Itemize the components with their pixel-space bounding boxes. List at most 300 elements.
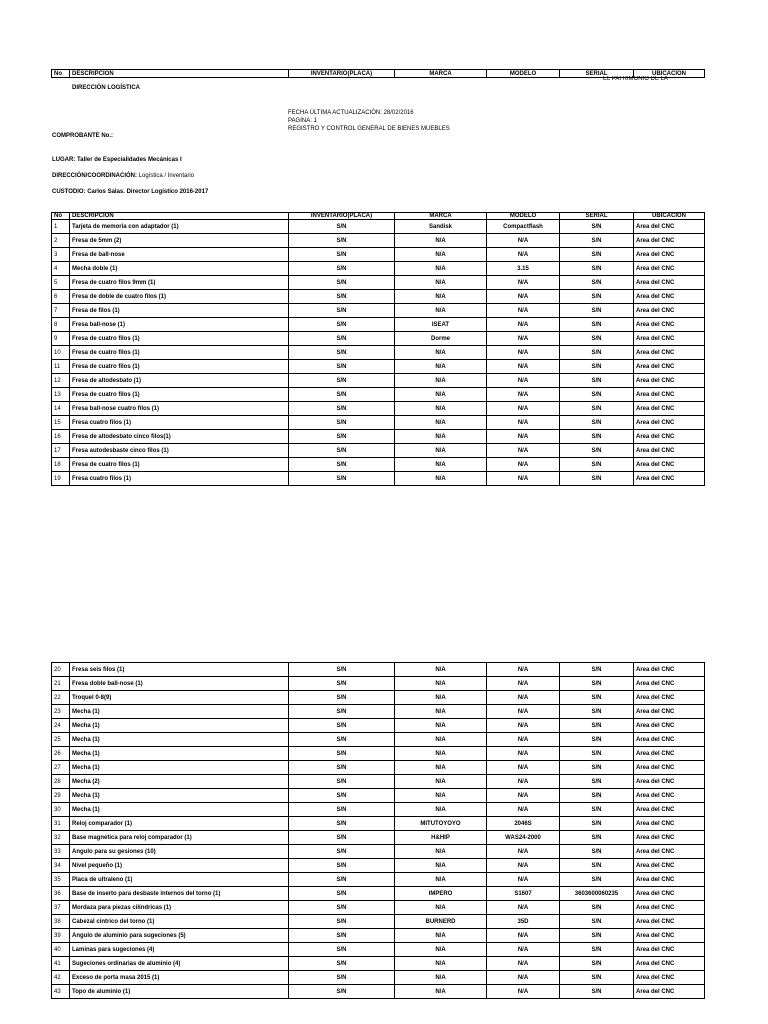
- cell-marca: IMPERO: [395, 887, 487, 901]
- table-row: [52, 663, 705, 677]
- cell-ubicacion: Area del CNC: [634, 761, 705, 775]
- cell-marca: N/A: [395, 733, 487, 747]
- cell-ubicacion: Area del CNC: [634, 234, 705, 248]
- cell-no: 33: [52, 845, 70, 859]
- table-row: [52, 262, 705, 276]
- table-body-1: [52, 220, 705, 486]
- cell-serial: S/N: [560, 845, 634, 859]
- cell-modelo: N/A: [487, 873, 560, 887]
- cell-serial: S/N: [560, 943, 634, 957]
- cell-inventario: S/N: [289, 276, 395, 290]
- cell-descripcion: Fresa doble ball-nose (1): [70, 677, 289, 691]
- cell-modelo: N/A: [487, 859, 560, 873]
- cell-ubicacion: Area del CNC: [634, 458, 705, 472]
- cell-no: 17: [52, 444, 70, 458]
- cell-inventario: S/N: [289, 318, 395, 332]
- cell-descripcion: Fresa seis filos (1): [70, 663, 289, 677]
- cell-modelo: S1607: [487, 887, 560, 901]
- cell-ubicacion: Area del CNC: [634, 430, 705, 444]
- col-marca: MARCA: [395, 213, 487, 220]
- cell-inventario: S/N: [289, 705, 395, 719]
- cell-serial: S/N: [560, 873, 634, 887]
- cell-modelo: N/A: [487, 845, 560, 859]
- cell-modelo: N/A: [487, 719, 560, 733]
- cell-marca: N/A: [395, 691, 487, 705]
- cell-descripcion: Exceso de porta masa 2015 (1): [70, 971, 289, 985]
- cell-marca: N/A: [395, 290, 487, 304]
- registro-title: REGISTRO Y CONTROL GENERAL DE BIENES MUEBLES: [288, 126, 450, 132]
- cell-inventario: S/N: [289, 374, 395, 388]
- cell-marca: N/A: [395, 943, 487, 957]
- cell-marca: N/A: [395, 663, 487, 677]
- cell-serial: S/N: [560, 360, 634, 374]
- cell-descripcion: Mecha (2): [70, 775, 289, 789]
- cell-ubicacion: Area del CNC: [634, 416, 705, 430]
- cell-serial: S/N: [560, 262, 634, 276]
- cell-inventario: S/N: [289, 304, 395, 318]
- table-row: [52, 318, 705, 332]
- cell-no: 21: [52, 677, 70, 691]
- cell-ubicacion: Area del CNC: [634, 915, 705, 929]
- cell-modelo: 2046S: [487, 817, 560, 831]
- cell-marca: N/A: [395, 276, 487, 290]
- cell-serial: S/N: [560, 761, 634, 775]
- cell-marca: N/A: [395, 873, 487, 887]
- table-row: [52, 733, 705, 747]
- cell-modelo: N/A: [487, 971, 560, 985]
- cell-no: 3: [52, 248, 70, 262]
- col-marca: MARCA: [395, 70, 487, 78]
- cell-marca: N/A: [395, 859, 487, 873]
- cell-inventario: S/N: [289, 346, 395, 360]
- cell-no: 43: [52, 985, 70, 999]
- table-row: [52, 458, 705, 472]
- cell-serial: S/N: [560, 985, 634, 999]
- table-row: [52, 691, 705, 705]
- table-row: [52, 971, 705, 985]
- cell-inventario: S/N: [289, 761, 395, 775]
- cell-descripcion: Mecha (1): [70, 789, 289, 803]
- cell-marca: N/A: [395, 719, 487, 733]
- cell-descripcion: Sugeciones ordinarias de aluminio (4): [70, 957, 289, 971]
- cell-descripcion: Mordaza para piezas cilíndricas (1): [70, 901, 289, 915]
- cell-serial: S/N: [560, 915, 634, 929]
- lugar-label: LUGAR:: [52, 157, 76, 163]
- cell-serial: S/N: [560, 472, 634, 486]
- cell-inventario: S/N: [289, 887, 395, 901]
- cell-serial: 3603600060235: [560, 887, 634, 901]
- cell-inventario: S/N: [289, 332, 395, 346]
- cell-descripcion: Mecha (1): [70, 747, 289, 761]
- cell-inventario: S/N: [289, 733, 395, 747]
- cell-marca: N/A: [395, 775, 487, 789]
- cell-descripcion: Base de inserto para desbaste internos del torno (1): [70, 887, 289, 901]
- patrimonio-text: EL PATRIMONIO DE LA: [603, 76, 668, 82]
- cell-marca: N/A: [395, 360, 487, 374]
- cell-modelo: N/A: [487, 789, 560, 803]
- table-row: [52, 887, 705, 901]
- table-row: [52, 985, 705, 999]
- cell-marca: N/A: [395, 388, 487, 402]
- table-row: [52, 304, 705, 318]
- cell-modelo: WAS24-2000: [487, 831, 560, 845]
- cell-marca: N/A: [395, 761, 487, 775]
- cell-modelo: 3.15: [487, 262, 560, 276]
- cell-marca: N/A: [395, 346, 487, 360]
- cell-marca: N/A: [395, 374, 487, 388]
- cell-modelo: N/A: [487, 318, 560, 332]
- cell-descripcion: Fresa de cuatro filos (1): [70, 458, 289, 472]
- table-row: [52, 775, 705, 789]
- cell-modelo: N/A: [487, 747, 560, 761]
- cell-modelo: N/A: [487, 901, 560, 915]
- cell-ubicacion: Area del CNC: [634, 402, 705, 416]
- cell-no: 14: [52, 402, 70, 416]
- cell-descripcion: Placa de ultraleno (1): [70, 873, 289, 887]
- cell-no: 20: [52, 663, 70, 677]
- cell-inventario: S/N: [289, 262, 395, 276]
- cell-ubicacion: Area del CNC: [634, 705, 705, 719]
- cell-no: 18: [52, 458, 70, 472]
- cell-inventario: S/N: [289, 929, 395, 943]
- cell-ubicacion: Area del CNC: [634, 845, 705, 859]
- cell-inventario: S/N: [289, 234, 395, 248]
- cell-ubicacion: Area del CNC: [634, 290, 705, 304]
- cell-serial: S/N: [560, 901, 634, 915]
- cell-ubicacion: Area del CNC: [634, 901, 705, 915]
- cell-no: 35: [52, 873, 70, 887]
- table-row: [52, 677, 705, 691]
- cell-ubicacion: Area del CNC: [634, 747, 705, 761]
- cell-serial: S/N: [560, 346, 634, 360]
- cell-descripcion: Laminas para sugeciones (4): [70, 943, 289, 957]
- cell-no: 39: [52, 929, 70, 943]
- direccion-title: DIRECCIÓN LOGÍSTICA: [72, 85, 141, 91]
- cell-serial: S/N: [560, 705, 634, 719]
- cell-inventario: S/N: [289, 859, 395, 873]
- cell-marca: Sandisk: [395, 220, 487, 234]
- cell-descripcion: Fresa cuatro filos (1): [70, 472, 289, 486]
- cell-inventario: S/N: [289, 873, 395, 887]
- cell-descripcion: Mecha (1): [70, 705, 289, 719]
- cell-inventario: S/N: [289, 402, 395, 416]
- cell-no: 32: [52, 831, 70, 845]
- cell-inventario: S/N: [289, 817, 395, 831]
- cell-modelo: N/A: [487, 290, 560, 304]
- cell-no: 10: [52, 346, 70, 360]
- cell-inventario: S/N: [289, 957, 395, 971]
- table-row: [52, 719, 705, 733]
- table-row: [52, 929, 705, 943]
- cell-no: 5: [52, 276, 70, 290]
- cell-no: 13: [52, 388, 70, 402]
- cell-marca: N/A: [395, 248, 487, 262]
- cell-descripcion: Fresa ball-nose (1): [70, 318, 289, 332]
- cell-ubicacion: Area del CNC: [634, 887, 705, 901]
- cell-modelo: N/A: [487, 472, 560, 486]
- cell-ubicacion: Area del CNC: [634, 971, 705, 985]
- cell-no: 25: [52, 733, 70, 747]
- cell-marca: BURNERD: [395, 915, 487, 929]
- cell-modelo: N/A: [487, 761, 560, 775]
- cell-marca: N/A: [395, 430, 487, 444]
- col-serial: SERIAL: [560, 70, 634, 78]
- cell-modelo: N/A: [487, 705, 560, 719]
- cell-marca: N/A: [395, 416, 487, 430]
- cell-marca: N/A: [395, 677, 487, 691]
- cell-modelo: N/A: [487, 248, 560, 262]
- cell-descripcion: Fresa de cuatro filos (1): [70, 346, 289, 360]
- cell-descripcion: Fresa de cuatro filos (1): [70, 360, 289, 374]
- cell-descripcion: Fresa de 5mm (2): [70, 234, 289, 248]
- cell-inventario: S/N: [289, 388, 395, 402]
- cell-ubicacion: Area del CNC: [634, 873, 705, 887]
- cell-descripcion: Fresa de cuatro filos (1): [70, 332, 289, 346]
- cell-descripcion: Mecha (1): [70, 733, 289, 747]
- cell-descripcion: Fresa ball-nose cuatro filos (1): [70, 402, 289, 416]
- table-row: [52, 248, 705, 262]
- cell-marca: N/A: [395, 957, 487, 971]
- cell-modelo: Compactflash: [487, 220, 560, 234]
- table-row: [52, 845, 705, 859]
- cell-inventario: S/N: [289, 444, 395, 458]
- cell-serial: S/N: [560, 374, 634, 388]
- cell-marca: N/A: [395, 803, 487, 817]
- cell-marca: N/A: [395, 929, 487, 943]
- cell-modelo: N/A: [487, 957, 560, 971]
- pagina: PAGINA: 1: [288, 118, 317, 124]
- cell-no: 37: [52, 901, 70, 915]
- cell-serial: S/N: [560, 859, 634, 873]
- table-row: [52, 747, 705, 761]
- cell-ubicacion: Area del CNC: [634, 957, 705, 971]
- table-row: [52, 859, 705, 873]
- cell-descripcion: Base magnetica para reloj comparador (1): [70, 831, 289, 845]
- comprobante: COMPROBANTE No.:: [52, 133, 113, 139]
- cell-inventario: S/N: [289, 971, 395, 985]
- col-no: No: [52, 70, 70, 78]
- cell-inventario: S/N: [289, 663, 395, 677]
- cell-inventario: S/N: [289, 472, 395, 486]
- cell-ubicacion: Area del CNC: [634, 775, 705, 789]
- table-row: [52, 290, 705, 304]
- cell-inventario: S/N: [289, 416, 395, 430]
- cell-no: 7: [52, 304, 70, 318]
- cell-serial: S/N: [560, 416, 634, 430]
- cell-descripcion: Fresa de ball-nose: [70, 248, 289, 262]
- cell-descripcion: Fresa de doble de cuatro filos (1): [70, 290, 289, 304]
- cell-serial: S/N: [560, 458, 634, 472]
- cell-no: 24: [52, 719, 70, 733]
- cell-no: 30: [52, 803, 70, 817]
- cell-modelo: N/A: [487, 929, 560, 943]
- cell-serial: S/N: [560, 220, 634, 234]
- cell-no: 31: [52, 817, 70, 831]
- cell-modelo: N/A: [487, 276, 560, 290]
- cell-no: 23: [52, 705, 70, 719]
- cell-inventario: S/N: [289, 719, 395, 733]
- cell-ubicacion: Area del CNC: [634, 985, 705, 999]
- col-descripcion: DESCRIPCION: [70, 213, 289, 220]
- cell-descripcion: Troquel 0-8(9): [70, 691, 289, 705]
- cell-ubicacion: Area del CNC: [634, 817, 705, 831]
- table-row: [52, 402, 705, 416]
- cell-modelo: N/A: [487, 677, 560, 691]
- cell-no: 34: [52, 859, 70, 873]
- table-row: [52, 332, 705, 346]
- cell-ubicacion: Area del CNC: [634, 276, 705, 290]
- cell-descripcion: Angulo de aluminio para sugeciones (5): [70, 929, 289, 943]
- cell-ubicacion: Area del CNC: [634, 262, 705, 276]
- cell-no: 27: [52, 761, 70, 775]
- cell-inventario: S/N: [289, 831, 395, 845]
- cell-no: 9: [52, 332, 70, 346]
- table-row: [52, 873, 705, 887]
- cell-modelo: N/A: [487, 775, 560, 789]
- cell-ubicacion: Area del CNC: [634, 929, 705, 943]
- cell-inventario: S/N: [289, 803, 395, 817]
- cell-modelo: N/A: [487, 234, 560, 248]
- cell-modelo: N/A: [487, 803, 560, 817]
- cell-serial: S/N: [560, 719, 634, 733]
- fecha-actualizacion: FECHA ÚLTIMA ACTUALIZACIÓN: 28/02/2016: [288, 110, 414, 116]
- col-inventario: INVENTARIO(PLACA): [289, 213, 395, 220]
- cell-no: 2: [52, 234, 70, 248]
- cell-inventario: S/N: [289, 985, 395, 999]
- custodio: CUSTODIO: Carlos Salas. Director Logístico 2016-2017: [52, 189, 209, 195]
- cell-ubicacion: Area del CNC: [634, 346, 705, 360]
- cell-inventario: S/N: [289, 915, 395, 929]
- cell-descripcion: Fresa de altodesbato cinco filos(1): [70, 430, 289, 444]
- table-row: [52, 276, 705, 290]
- cell-inventario: S/N: [289, 248, 395, 262]
- table-row: [52, 360, 705, 374]
- cell-ubicacion: Area del CNC: [634, 943, 705, 957]
- cell-ubicacion: Area del CNC: [634, 374, 705, 388]
- cell-inventario: S/N: [289, 458, 395, 472]
- cell-no: 36: [52, 887, 70, 901]
- cell-inventario: S/N: [289, 775, 395, 789]
- cell-serial: S/N: [560, 290, 634, 304]
- cell-ubicacion: Area del CNC: [634, 691, 705, 705]
- col-serial: SERIAL: [560, 213, 634, 220]
- cell-serial: S/N: [560, 677, 634, 691]
- cell-inventario: S/N: [289, 691, 395, 705]
- table-row: [52, 234, 705, 248]
- cell-serial: S/N: [560, 691, 634, 705]
- cell-serial: S/N: [560, 803, 634, 817]
- cell-no: 28: [52, 775, 70, 789]
- table-row: [52, 901, 705, 915]
- table-row: [52, 831, 705, 845]
- cell-marca: N/A: [395, 901, 487, 915]
- cell-modelo: N/A: [487, 388, 560, 402]
- table-body-2: [52, 663, 705, 999]
- cell-inventario: S/N: [289, 901, 395, 915]
- col-ubicacion: UBICACION: [634, 213, 705, 220]
- cell-serial: S/N: [560, 234, 634, 248]
- cell-modelo: N/A: [487, 943, 560, 957]
- cell-inventario: S/N: [289, 220, 395, 234]
- col-ubicacion: UBICACION: [634, 70, 705, 78]
- cell-marca: N/A: [395, 262, 487, 276]
- cell-no: 26: [52, 747, 70, 761]
- col-modelo: MODELO: [487, 70, 560, 78]
- cell-descripcion: Reloj comparador (1): [70, 817, 289, 831]
- cell-no: 38: [52, 915, 70, 929]
- cell-marca: ISEAT: [395, 318, 487, 332]
- cell-descripcion: Cabezal cintrico del torno (1): [70, 915, 289, 929]
- cell-inventario: S/N: [289, 845, 395, 859]
- cell-ubicacion: Area del CNC: [634, 360, 705, 374]
- table-row: [52, 220, 705, 234]
- cell-serial: S/N: [560, 775, 634, 789]
- table-row: [52, 943, 705, 957]
- table-row: [52, 803, 705, 817]
- cell-serial: S/N: [560, 276, 634, 290]
- table-row: [52, 915, 705, 929]
- cell-descripcion: Nivel pequeño (1): [70, 859, 289, 873]
- cell-ubicacion: Area del CNC: [634, 719, 705, 733]
- cell-no: 4: [52, 262, 70, 276]
- table-header-row: [52, 213, 705, 220]
- table-row: [52, 346, 705, 360]
- cell-inventario: S/N: [289, 430, 395, 444]
- cell-modelo: N/A: [487, 444, 560, 458]
- cell-ubicacion: Area del CNC: [634, 831, 705, 845]
- coord-value: Logística / Inventario: [138, 173, 195, 179]
- cell-marca: Dorme: [395, 332, 487, 346]
- cell-descripcion: Mecha (1): [70, 761, 289, 775]
- cell-descripcion: Fresa autodesbaste cinco filos (1): [70, 444, 289, 458]
- cell-modelo: N/A: [487, 430, 560, 444]
- cell-serial: S/N: [560, 248, 634, 262]
- cell-no: 41: [52, 957, 70, 971]
- col-inventario: INVENTARIO(PLACA): [289, 70, 395, 78]
- cell-descripcion: Mecha doble (1): [70, 262, 289, 276]
- cell-inventario: S/N: [289, 789, 395, 803]
- cell-modelo: N/A: [487, 374, 560, 388]
- cell-no: 6: [52, 290, 70, 304]
- table-row: [52, 789, 705, 803]
- lugar-value: Taller de Especialidades Mecánicas I: [77, 157, 182, 163]
- cell-inventario: S/N: [289, 943, 395, 957]
- cell-serial: S/N: [560, 831, 634, 845]
- cell-inventario: S/N: [289, 677, 395, 691]
- cell-no: 15: [52, 416, 70, 430]
- cell-serial: S/N: [560, 663, 634, 677]
- col-no: No: [52, 213, 70, 220]
- cell-ubicacion: Area del CNC: [634, 220, 705, 234]
- cell-modelo: 35D: [487, 915, 560, 929]
- cell-serial: S/N: [560, 957, 634, 971]
- inventory-table-2: [51, 662, 705, 999]
- cell-marca: N/A: [395, 705, 487, 719]
- cell-no: 42: [52, 971, 70, 985]
- cell-serial: S/N: [560, 318, 634, 332]
- cell-descripcion: Angulo para su gesiones (10): [70, 845, 289, 859]
- table-row: [52, 472, 705, 486]
- cell-serial: S/N: [560, 747, 634, 761]
- cell-serial: S/N: [560, 444, 634, 458]
- cell-ubicacion: Area del CNC: [634, 304, 705, 318]
- cell-serial: S/N: [560, 430, 634, 444]
- cell-descripcion: Tarjeta de memoria con adaptador (1): [70, 220, 289, 234]
- cell-descripcion: Fresa de filos (1): [70, 304, 289, 318]
- cell-marca: H&HIP: [395, 831, 487, 845]
- cell-modelo: N/A: [487, 985, 560, 999]
- table-row: [52, 761, 705, 775]
